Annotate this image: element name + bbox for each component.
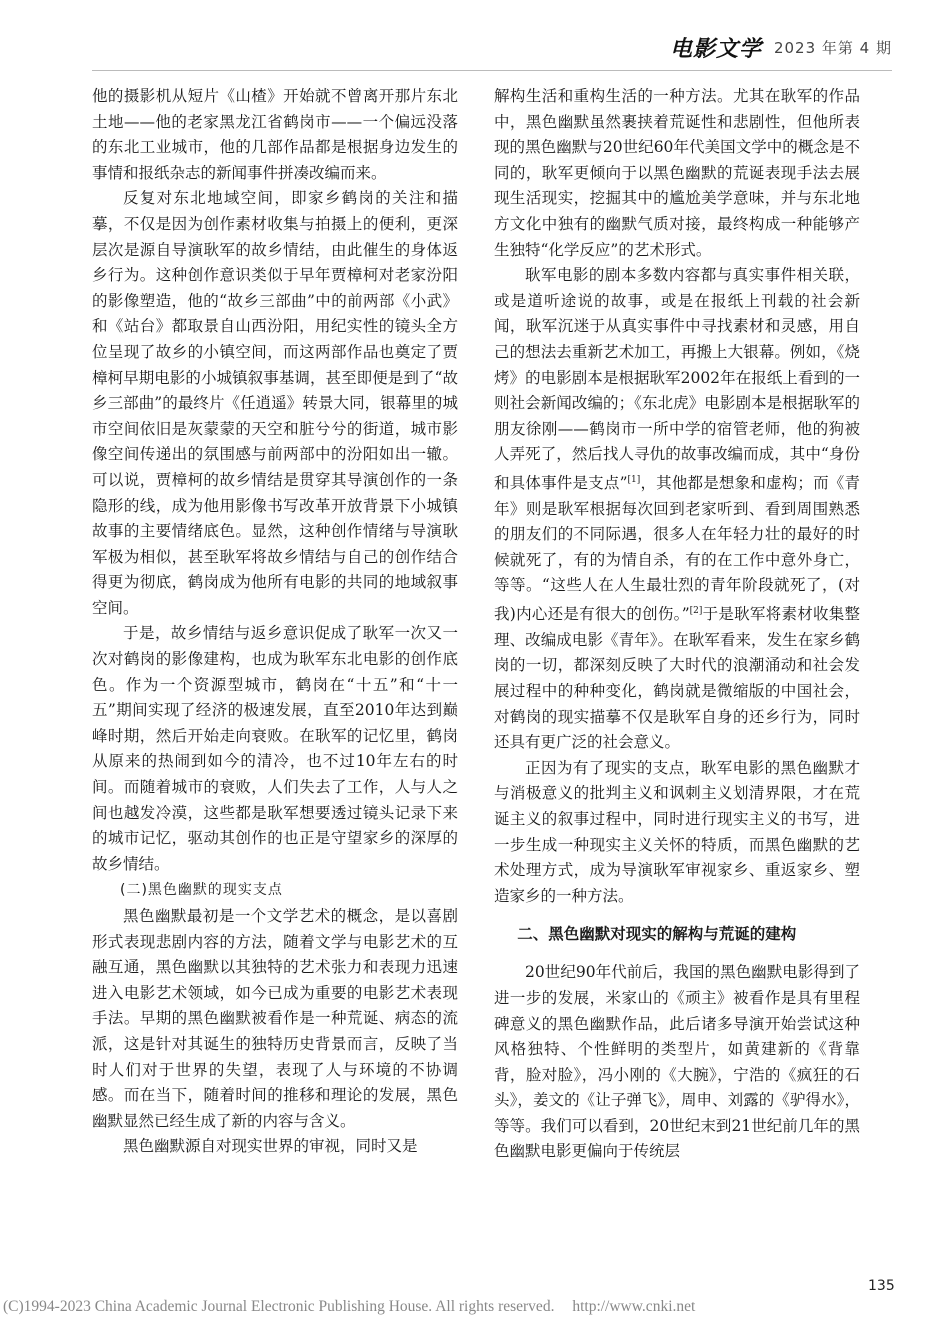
right-column [494, 84, 860, 1165]
issue-label: 2023 年第 4 期 [773, 38, 892, 57]
citation-ref-1[interactable]: [1] [627, 474, 641, 485]
copyright-text: (C)1994-2023 China Academic Journal Electronic Publishing House. All rights reserved. [3, 1298, 555, 1315]
paragraph: 反复对东北地域空间，即家乡鹤岗的关注和描摹，不仅是因为创作素材收集与拍摄上的便利，更深层次是源自导演耿军的故乡情结，由此催生的身体返乡行为。这种创作意识类似于早年贾樟柯对老家汾阳的影像塑造，他的“故乡三部曲”中的前两部《小武》和《站台》都取景自山西汾阳，用纪实性的镜头全方位呈现了故乡的小镇空间，而这两部作品也奠定了贾樟柯早期电影的小城镇叙事基调，甚至即便是到了“故乡三部曲”的最终片《任逍遥》转景大同，银幕里的城市空间依旧是灰蒙蒙的天空和脏兮兮的街道，城市影像空间传递出的氛围感与前两部中的汾阳如出一辙。可以说，贾樟柯的故乡情结是贯穿其导演创作的一条隐形的线，成为他用影像书写改革开放背景下小城镇故事的主要情绪底色。显然，这种创作情绪与导演耿军极为相似，甚至耿军将故乡情结与自己的创作结合得更为彻底，鹤岗成为他所有电影的共同的地域叙事空间。 [92, 189, 458, 617]
running-header [670, 32, 892, 62]
paragraph: 正因为有了现实的支点，耿军电影的黑色幽默才与消极意义的批判主义和讽刺主义划清界限，才在荒诞主义的叙事过程中，同时进行现实主义的书写，进一步生成一种现实主义关怀的特质，而黑色幽默的艺术处理方式，成为导演耿军审视家乡、重返家乡、塑造家乡的一种方法。 [494, 758, 860, 905]
page-number: 135 [868, 1278, 895, 1294]
paragraph: 20世纪90年代前后，我国的黑色幽默电影得到了进一步的发展，米家山的《顽主》被看作是具有里程碑意义的黑色幽默作品，此后诸多导演开始尝试这种风格独特、个性鲜明的类型片，如黄建新的《背靠背，脸对脸》，冯小刚的《大腕》，宁浩的《疯狂的石头》，姜文的《让子弹飞》，周申、刘露的《驴得水》，等等。我们可以看到，20世纪末到21世纪前几年的黑色幽默电影更偏向于传统层 [494, 963, 860, 1161]
paragraph: 黑色幽默源自对现实世界的审视，同时又是 [123, 1137, 418, 1156]
paragraph [494, 263, 860, 756]
section-heading: 二、黑色幽默对现实的解构与荒诞的建构 [517, 925, 797, 944]
paragraph: 他的摄影机从短片《山楂》开始就不曾离开那片东北土地——他的老家黑龙江省鹤岗市——一个偏远没落的东北工业城市，他的几部作品都是根据身边发生的事情和报纸杂志的新闻事件拼凑改编而来。 [92, 87, 458, 182]
paragraph: 于是，故乡情结与返乡意识促成了耿军一次又一次对鹤岗的影像建构，也成为耿军东北电影的创作底色。作为一个资源型城市，鹤岗在“十五”和“十一五”期间实现了经济的极速发展，直至2010年达到巅峰时期，然后开始走向衰败。在耿军的记忆里，鹤岗从原来的热闹到如今的清冷，也不过10年左右的时间。而随着城市的衰败，人们失去了工作，人与人之间也越发冷漠，这些都是耿军想要透过镜头记录下来的城市记忆，驱动其创作的也正是守望家乡的深厚的故乡情结。 [92, 624, 458, 873]
paragraph-text: 于是耿军将素材收集整理、改编成电影《青年》。在耿军看来，发生在家乡鹤岗的一切，都深刻反映了大时代的浪潮涌动和社会发展过程中的种种变化，鹤岗就是微缩版的中国社会，对鹤岗的现实描摹不仅是耿军自身的还乡行为，同时还具有更广泛的社会意义。 [494, 605, 860, 752]
paragraph: 解构生活和重构生活的一种方法。尤其在耿军的作品中，黑色幽默虽然裹挟着荒诞性和悲剧性，但他所表现的黑色幽默与20世纪60年代美国文学中的概念是不同的，耿军更倾向于以黑色幽默的荒诞表现手法去展现生活现实，挖掘其中的尴尬美学意味，并与东北地方文化中独有的幽默气质对接，最终构成一种能够产生独特“化学反应”的艺术形式。 [494, 87, 860, 259]
left-column [92, 84, 458, 1160]
paragraph-text: ，其他都是想象和虚构；而《青年》则是耿军根据每次回到老家听到、看到周围熟悉的朋友们的不同际遇，很多人在年轻力壮的最好的时候就死了，有的为情自杀，有的在工作中意外身亡，等等。“这些人在人生最壮烈的青年阶段就死了，(对我)内心还是有很大的创伤。” [494, 474, 860, 624]
website-link[interactable]: http://www.cnki.net [572, 1298, 696, 1315]
citation-ref-2[interactable]: [2] [689, 606, 703, 617]
header-divider [92, 70, 892, 71]
subsection-heading: (二)黑色幽默的现实支点 [120, 882, 283, 899]
copyright-footer [3, 1298, 695, 1316]
journal-logo: 电影文学 [669, 35, 762, 62]
paragraph: 黑色幽默最初是一个文学艺术的概念，是以喜剧形式表现悲剧内容的方法，随着文学与电影艺术的互融互通，黑色幽默以其独特的艺术张力和表现力迅速进入电影艺术领域，如今已成为重要的电影艺术表现手法。早期的黑色幽默被看作是一种荒诞、病态的流派，这是针对其诞生的独特历史背景而言，反映了当时人们对于世界的失望，表现了人与环境的不协调感。而在当下，随着时间的推移和理论的发展，黑色幽默显然已经生成了新的内容与含义。 [92, 907, 458, 1130]
paragraph-text: 耿军电影的剧本多数内容都与真实事件相关联，或是道听途说的故事，或是在报纸上刊载的社会新闻，耿军沉迷于从真实事件中寻找素材和灵感，用自己的想法去重新艺术加工，再搬上大银幕。例如，《烧烤》的电影剧本是根据耿军2002年在报纸上看到的一则社会新闻改编的；《东北虎》电影剧本是根据耿军的朋友徐刚——鹤岗市一所中学的宿管老师，他的狗被人弄死了，然后找人寻仇的故事改编而成，其中“身份和具体事件是支点” [494, 266, 860, 493]
